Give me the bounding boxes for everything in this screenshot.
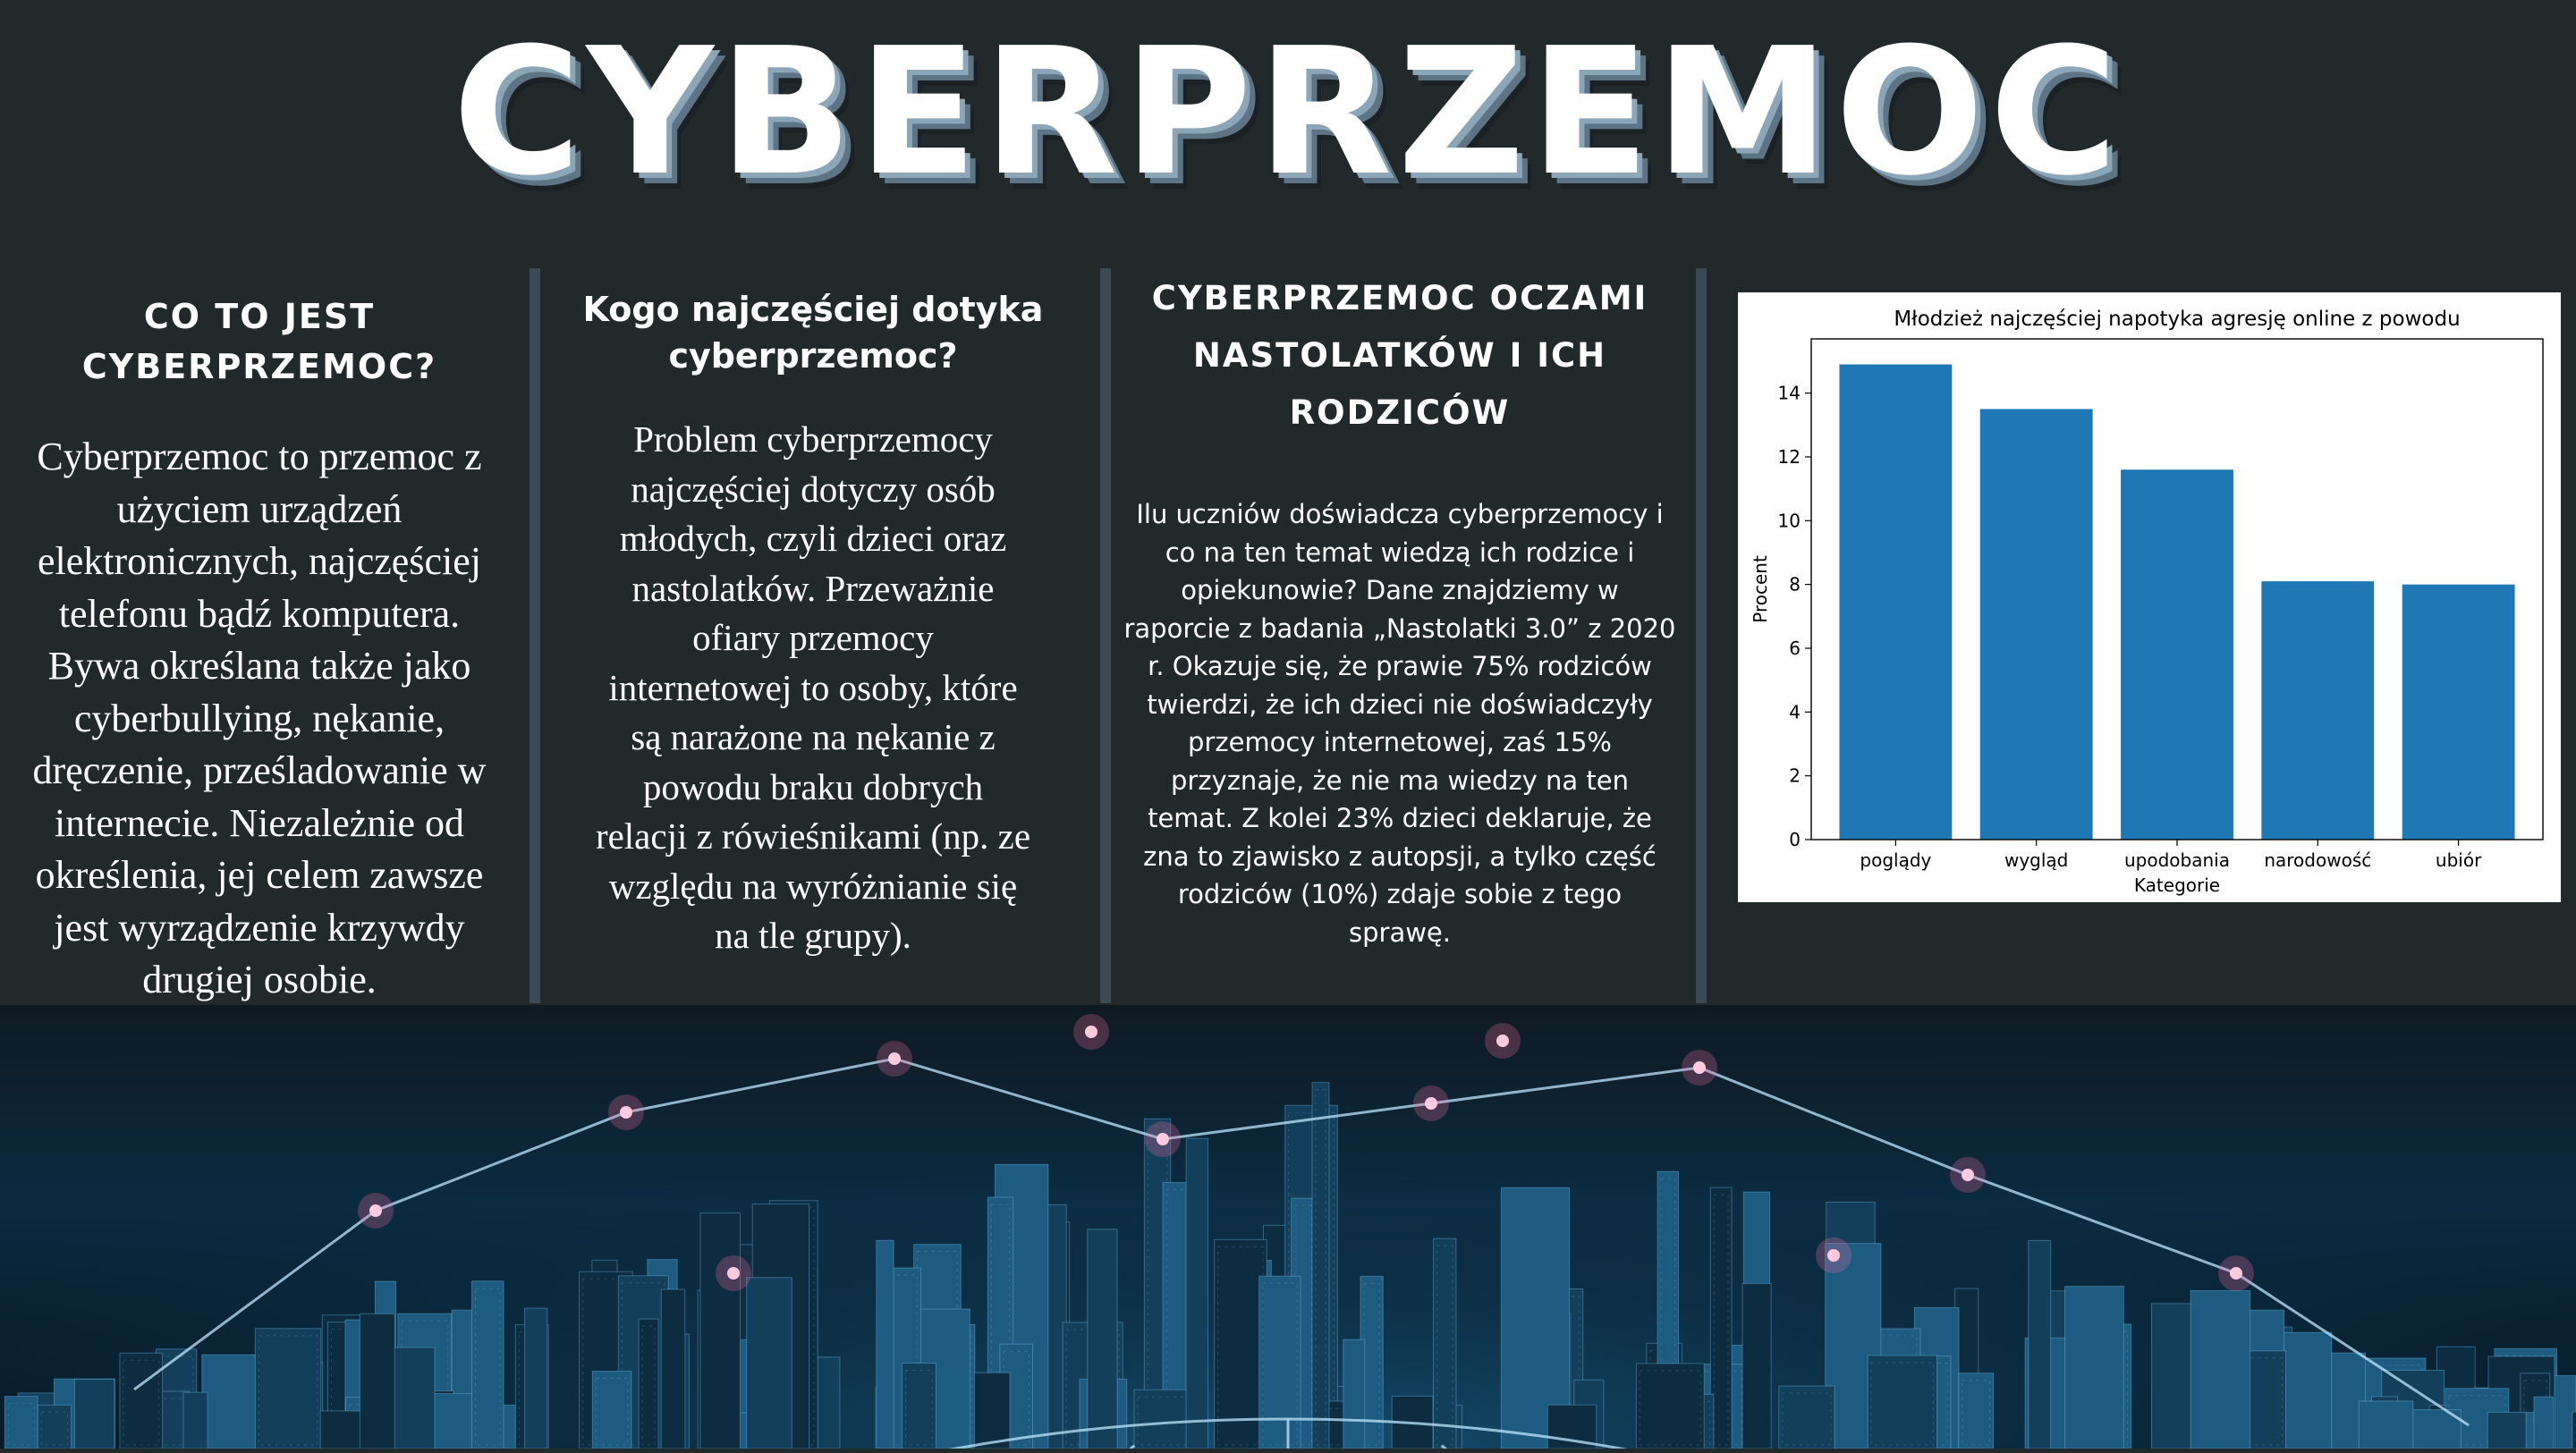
- body-line: powodu braku dobrych: [540, 763, 1086, 813]
- body-line: względu na wyróżnianie się: [540, 862, 1086, 912]
- body-line: co na ten temat wiedzą ich rodzice i: [1113, 534, 1687, 572]
- column-divider: [1696, 268, 1707, 1003]
- body-line: najczęściej dotyczy osób: [540, 465, 1086, 515]
- body-line: nastolatków. Przeważnie: [540, 564, 1086, 614]
- body-line: opiekunowie? Dane znajdziemy w: [1113, 571, 1687, 610]
- body-line: zna to zjawisko z autopsji, a tylko część: [1113, 838, 1687, 876]
- body-line: młodych, czyli dzieci oraz: [540, 514, 1086, 564]
- body-line: relacji z rówieśnikami (np. ze: [540, 812, 1086, 862]
- y-tick-label: 2: [1789, 765, 1801, 787]
- column-heading: [0, 291, 519, 392]
- body-line: internetowej to osoby, które: [540, 663, 1086, 714]
- column-divider: [1100, 268, 1111, 1003]
- x-tick-label: poglądy: [1860, 849, 1931, 871]
- body-line: dręczenie, prześladowanie w: [0, 745, 519, 798]
- body-line: cyberbullying, nękanie,: [0, 693, 519, 746]
- body-line: temat. Z kolei 23% dzieci deklaruje, że: [1113, 799, 1687, 838]
- x-axis-label: Kategorie: [2134, 874, 2220, 896]
- bar-narodowość: [2261, 581, 2374, 840]
- x-tick-label: ubiór: [2436, 849, 2482, 871]
- x-tick-label: narodowość: [2264, 849, 2371, 871]
- city-network-globe-image: [0, 1005, 2576, 1449]
- column-heading: [540, 286, 1086, 379]
- body-line: twierdzi, że ich dzieci nie doświadczyły: [1113, 686, 1687, 724]
- y-tick-label: 0: [1789, 829, 1801, 850]
- column-who: [540, 286, 1086, 961]
- heading-line: cyberprzemoc?: [540, 333, 1086, 379]
- bar-wygląd: [1980, 409, 2093, 840]
- body-line: jest wyrządzenie krzywdy: [0, 902, 519, 955]
- column-body: [1113, 495, 1687, 951]
- y-tick-label: 6: [1789, 638, 1801, 659]
- column-body: [0, 431, 519, 1007]
- body-line: sprawę.: [1113, 914, 1687, 952]
- y-axis-label: Procent: [1750, 555, 1771, 623]
- heading-line: Kogo najczęściej dotyka: [540, 286, 1086, 333]
- column-what-is: [0, 291, 519, 1007]
- body-line: ofiary przemocy: [540, 613, 1086, 663]
- body-line: Bywa określana także jako: [0, 640, 519, 693]
- body-line: r. Okazuje się, że prawie 75% rodziców: [1113, 647, 1687, 686]
- page-title: CYBERPRZEMOC: [0, 25, 2576, 200]
- body-line: drugiej osobie.: [0, 954, 519, 1007]
- y-tick-label: 8: [1789, 574, 1801, 596]
- body-line: na tle grupy).: [540, 911, 1086, 961]
- heading-line: CYBERPRZEMOC?: [0, 342, 519, 392]
- body-line: są narażone na nękanie z: [540, 713, 1086, 763]
- column-body: [540, 415, 1086, 961]
- body-line: Problem cyberprzemocy: [540, 415, 1086, 465]
- bar-upodobania: [2121, 469, 2233, 840]
- y-tick-label: 14: [1778, 383, 1801, 404]
- heading-line: NASTOLATKÓW I ICH RODZICÓW: [1113, 327, 1687, 442]
- body-line: Ilu uczniów doświadcza cyberprzemocy i: [1113, 495, 1687, 534]
- chart-title: Młodzież najczęściej napotyka agresję online z powodu: [1894, 308, 2460, 331]
- heading-line: CYBERPRZEMOC OCZAMI: [1113, 270, 1687, 327]
- y-tick-label: 10: [1778, 510, 1801, 531]
- heading-line: CO TO JEST: [0, 291, 519, 342]
- body-line: określenia, jej celem zawsze: [0, 849, 519, 902]
- body-line: Cyberprzemoc to przemoc z: [0, 431, 519, 484]
- body-line: raporcie z badania „Nastolatki 3.0” z 2020: [1113, 610, 1687, 648]
- body-line: przemocy internetowej, zaś 15%: [1113, 723, 1687, 762]
- y-tick-label: 12: [1778, 446, 1801, 468]
- x-tick-label: wygląd: [2004, 849, 2068, 871]
- y-tick-label: 4: [1789, 701, 1801, 722]
- column-heading: [1113, 270, 1687, 442]
- body-line: przyznaje, że nie ma wiedzy na ten: [1113, 762, 1687, 800]
- body-line: internecie. Niezależnie od: [0, 798, 519, 850]
- bar-poglądy: [1839, 365, 1952, 840]
- column-divider: [530, 268, 540, 1003]
- body-line: elektronicznych, najczęściej: [0, 536, 519, 588]
- column-survey: [1113, 270, 1687, 951]
- body-line: użyciem urządzeń: [0, 484, 519, 536]
- body-line: rodziców (10%) zdaje sobie z tego: [1113, 875, 1687, 914]
- bar-ubiór: [2402, 585, 2515, 840]
- bar-chart: [1738, 292, 2561, 902]
- body-line: telefonu bądź komputera.: [0, 588, 519, 641]
- x-tick-label: upodobania: [2124, 849, 2230, 871]
